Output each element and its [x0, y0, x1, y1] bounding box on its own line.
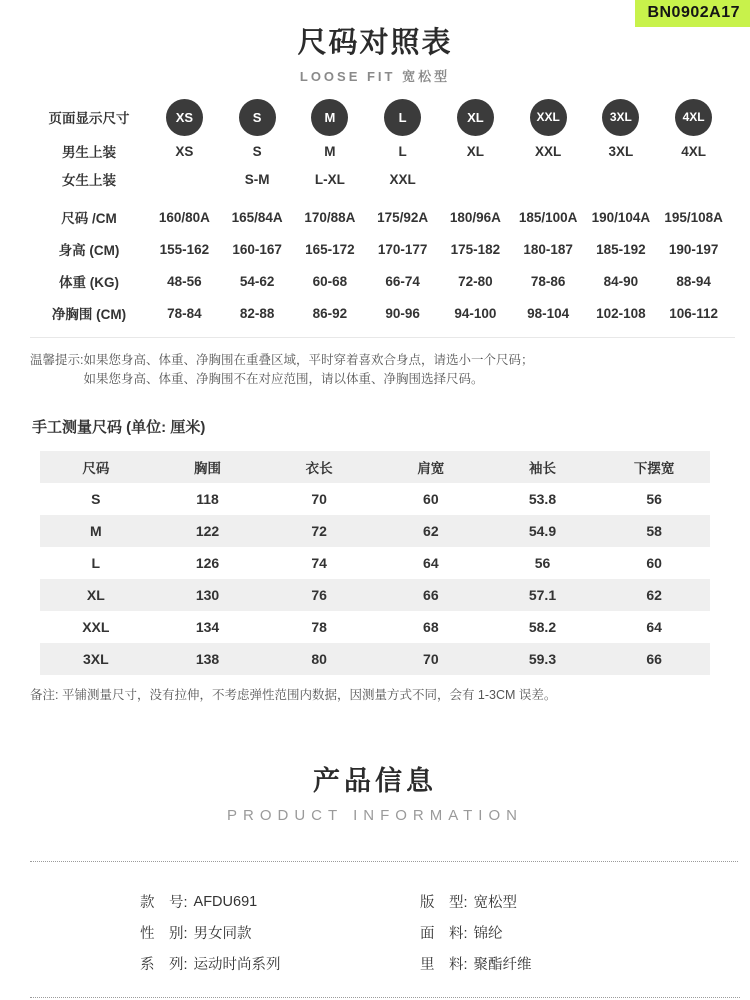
measure-cell: 130 [195, 587, 220, 603]
size-text-row [30, 137, 730, 165]
size-text-row [30, 165, 730, 193]
size-cell: 4XL [681, 143, 706, 159]
measure-cell: 78 [311, 619, 327, 635]
size-data-row [30, 201, 730, 233]
size-cell: 60-68 [312, 273, 348, 289]
size-data-row [30, 297, 730, 329]
product-field-row [420, 917, 700, 948]
product-info-title: 产品信息 [313, 766, 437, 796]
product-field-label: 面 料: [420, 926, 468, 942]
product-field-label: 款 号: [140, 895, 188, 911]
size-circle-badge: XL [457, 99, 494, 136]
size-cell: XL [466, 143, 484, 159]
tips-line1: 如果您身高、体重、净胸围在重叠区域，平时穿着喜欢合身点，请选小一个尺码； [83, 353, 534, 367]
product-fields [140, 886, 750, 979]
size-cell: 54-62 [239, 273, 275, 289]
size-cell: 48-56 [167, 273, 202, 289]
size-cell: S [252, 143, 262, 159]
size-cell: 160/80A [158, 209, 210, 225]
size-comparison-table [30, 97, 730, 329]
size-cell: S-M [244, 171, 270, 187]
size-cell: 78-84 [167, 305, 202, 321]
size-row-label: 尺码 /CM [61, 211, 117, 226]
product-field-label: 版 型: [420, 895, 468, 911]
size-circle-badge: XXL [530, 99, 567, 136]
size-row-label: 页面显示尺寸 [48, 111, 130, 126]
product-field-row [420, 948, 700, 979]
measure-cell: 60 [423, 491, 439, 507]
size-cell: 165-172 [305, 241, 355, 257]
size-circle-cell [294, 99, 367, 136]
measure-cell: 70 [311, 491, 327, 507]
size-cell: 170/88A [304, 209, 356, 225]
page-title: 尺码对照表 [297, 27, 453, 59]
size-cell: 165/84A [231, 209, 283, 225]
measure-cell: 74 [311, 555, 327, 571]
measure-cell: 56 [646, 491, 662, 507]
size-circle-cell [512, 99, 585, 136]
size-circle-badge: 3XL [602, 99, 639, 136]
size-row-label: 身高 (CM) [58, 243, 120, 258]
product-field-label: 里 料: [420, 957, 468, 973]
measure-cell: 60 [646, 555, 662, 571]
size-cell: 106-112 [669, 305, 719, 321]
product-field-row [140, 917, 420, 948]
size-cell: M [324, 143, 336, 159]
product-fields-column [140, 886, 420, 979]
size-cell: XS [175, 143, 194, 159]
measure-header-cell: 胸围 [193, 461, 221, 476]
page-subtitle: LOOSE FIT 宽松型 [299, 69, 451, 84]
measure-cell: 62 [646, 587, 662, 603]
size-row-label: 体重 (KG) [59, 275, 119, 290]
product-info-subtitle: PRODUCT INFORMATION [227, 807, 523, 824]
size-circle-cell [439, 99, 512, 136]
size-data-row [30, 233, 730, 265]
measure-cell: 138 [195, 651, 220, 667]
size-circle-row [30, 97, 730, 137]
measure-table [40, 451, 710, 675]
measure-cell: 57.1 [528, 587, 557, 603]
product-field-row [420, 886, 700, 917]
size-cell: 190/104A [591, 209, 651, 225]
measure-cell: 66 [423, 587, 439, 603]
size-cell: XXL [534, 143, 562, 159]
size-cell: 190-197 [668, 241, 719, 257]
size-cell: 185-192 [596, 241, 646, 257]
measure-cell: 58.2 [528, 619, 557, 635]
style-code-badge: BN0902A17 [635, 0, 750, 27]
size-row-label: 净胸围 (CM) [51, 307, 127, 322]
measure-row [40, 579, 710, 611]
product-field-value: 锦纶 [473, 926, 503, 942]
size-data-row [30, 265, 730, 297]
measure-cell: 126 [195, 555, 220, 571]
size-cell: L-XL [314, 171, 345, 187]
size-circle-cell [148, 99, 221, 136]
size-cell: L [398, 143, 407, 159]
size-cell: 98-104 [527, 305, 570, 321]
size-cell: 94-100 [454, 305, 497, 321]
product-field-value: 宽松型 [473, 895, 518, 911]
size-cell: 160-167 [232, 241, 282, 257]
measure-cell: 59.3 [528, 651, 557, 667]
size-circle-badge: S [239, 99, 276, 136]
measure-cell: L [91, 555, 101, 571]
measure-row [40, 483, 710, 515]
product-field-value: 运动时尚系列 [193, 957, 281, 973]
measure-cell: 68 [423, 619, 439, 635]
product-field-value: 聚酯纤维 [473, 957, 532, 973]
size-cell: 72-80 [458, 273, 493, 289]
measure-row [40, 643, 710, 675]
size-circle-badge: L [384, 99, 421, 136]
measure-cell: 134 [195, 619, 220, 635]
size-cell: 185/100A [518, 209, 578, 225]
measure-cell: 62 [423, 523, 439, 539]
measure-cell: 118 [196, 491, 219, 507]
size-cell: 84-90 [603, 273, 639, 289]
measure-cell: 64 [646, 619, 662, 635]
product-field-row [140, 886, 420, 917]
size-cell: 102-108 [596, 305, 646, 321]
size-circle-cell [366, 99, 439, 136]
measure-header-cell: 袖长 [528, 461, 556, 476]
size-row-label: 女生上装 [62, 173, 116, 188]
measure-cell: 70 [423, 651, 439, 667]
product-field-value: 男女同款 [193, 926, 252, 942]
size-cell: 175/92A [377, 209, 429, 225]
size-circle-badge: XS [166, 99, 203, 136]
size-cell: 175-182 [450, 241, 501, 257]
size-cell: 3XL [608, 143, 634, 159]
measure-header-cell: 尺码 [82, 461, 110, 476]
measure-cell: 80 [311, 651, 327, 667]
size-cell: 82-88 [239, 305, 275, 321]
size-circle-cell [585, 99, 658, 136]
warm-tips [30, 337, 735, 389]
measure-cell: 66 [646, 651, 662, 667]
size-cell: 155-162 [159, 241, 210, 257]
measure-cell: 76 [311, 587, 327, 603]
measure-section-title: 手工测量尺码 (单位: 厘米) [32, 419, 206, 436]
size-cell: 180/96A [449, 209, 501, 225]
size-circle-badge: M [311, 99, 348, 136]
dotted-divider-bottom [30, 997, 740, 998]
measure-cell: 122 [195, 523, 220, 539]
measure-cell: XL [86, 587, 105, 603]
tips-lines [83, 351, 533, 389]
measure-cell: S [91, 491, 101, 507]
product-info-header [0, 759, 750, 824]
tips-prefix: 温馨提示: [30, 353, 84, 367]
measure-cell: 72 [311, 523, 327, 539]
size-cell: 90-96 [385, 305, 420, 321]
size-circle-cell [657, 99, 730, 136]
size-cell: 78-86 [530, 273, 566, 289]
size-cell: 170-177 [377, 241, 428, 257]
measure-row [40, 547, 710, 579]
measure-row [40, 611, 710, 643]
size-cell: 66-74 [385, 273, 420, 289]
measure-cell: 53.8 [528, 491, 557, 507]
measure-header-cell: 肩宽 [417, 461, 445, 476]
measure-cell: M [89, 523, 102, 539]
size-cell: XXL [389, 171, 416, 187]
size-circle-cell [221, 99, 294, 136]
measure-cell: 3XL [82, 651, 109, 667]
size-row-label: 男生上装 [62, 145, 116, 160]
size-cell: 88-94 [676, 273, 711, 289]
measure-header-cell: 下摆宽 [633, 461, 675, 476]
size-cell: 180-187 [523, 241, 573, 257]
product-field-label: 系 列: [140, 957, 188, 973]
measure-cell: 56 [534, 555, 551, 571]
measure-header-row [40, 451, 710, 483]
product-field-value: AFDU691 [193, 893, 258, 910]
size-circle-badge: 4XL [675, 99, 712, 136]
tips-line2: 如果您身高、体重、净胸围不在对应范围，请以体重、净胸围选择尺码。 [83, 372, 484, 386]
product-field-row [140, 948, 420, 979]
measure-cell: 54.9 [528, 523, 557, 539]
size-cell: 86-92 [312, 305, 348, 321]
product-fields-column [420, 886, 700, 979]
measure-cell: 64 [423, 555, 439, 571]
measure-row [40, 515, 710, 547]
measure-note: 备注: 平铺测量尺寸，没有拉伸，不考虑弹性范围内数据，因测量方式不同，会有 1-3CM 误差。 [30, 688, 557, 702]
measure-header-cell: 衣长 [305, 461, 333, 476]
dotted-divider-top [30, 861, 738, 862]
measure-cell: 58 [646, 523, 662, 539]
size-grid-gap [30, 193, 730, 201]
size-cell: 195/108A [664, 209, 723, 225]
product-field-label: 性 别: [140, 926, 188, 942]
measure-cell: XXL [82, 619, 110, 635]
